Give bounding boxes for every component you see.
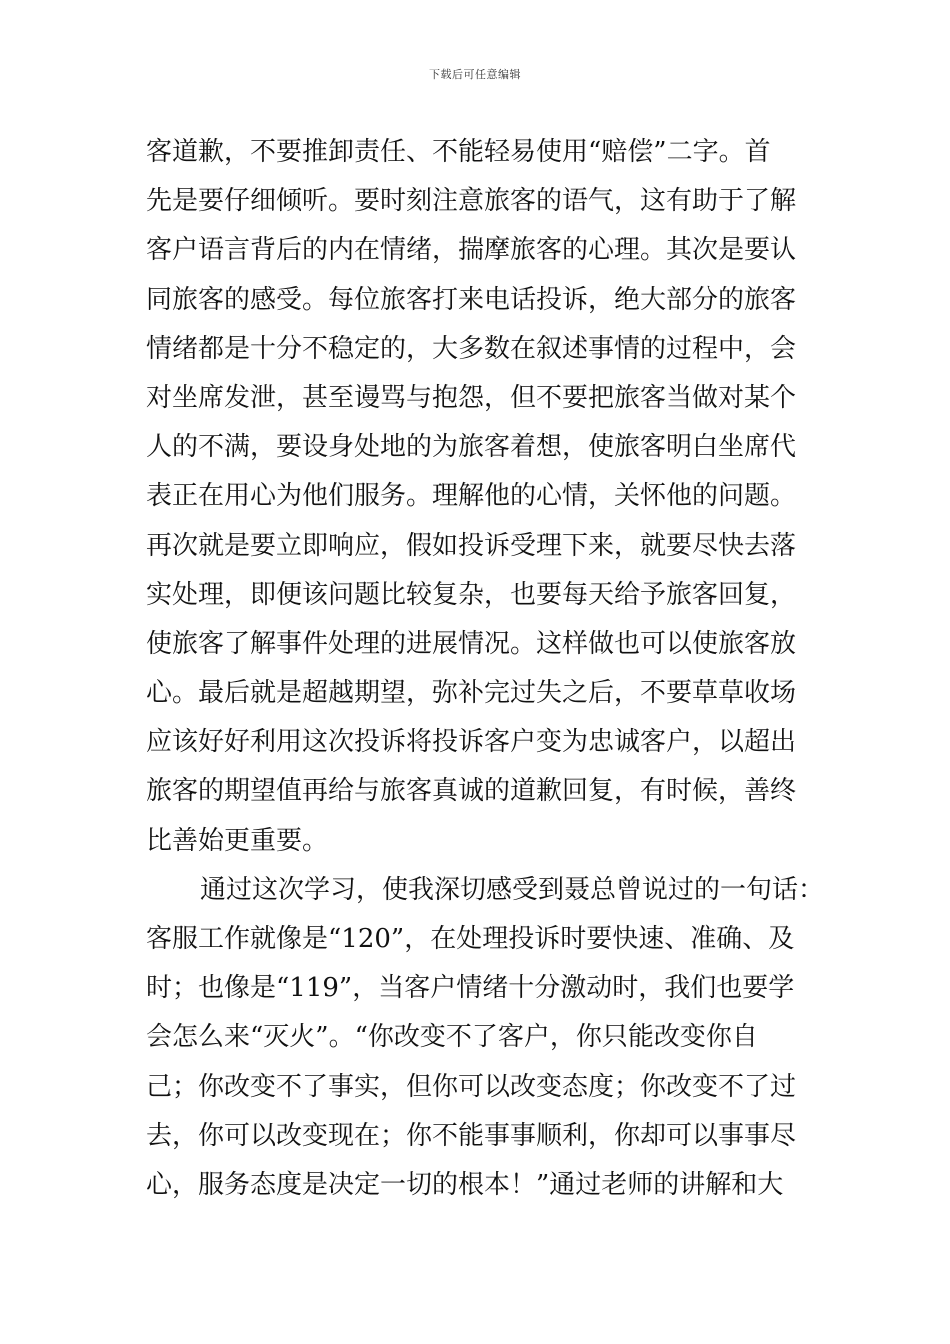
text-line: 实处理，即便该问题比较复杂，也要每天给予旅客回复， <box>146 579 797 610</box>
text-line: 应该好好利用这次投诉将投诉客户变为忠诚客户，以超出 <box>146 727 797 758</box>
text-line: 会怎么来“灭火”。“你改变不了客户，你只能改变你自 <box>146 1022 758 1053</box>
text-line: 比善始更重要。 <box>146 825 329 856</box>
text-line: 情绪都是十分不稳定的，大多数在叙述事情的过程中，会 <box>146 333 797 364</box>
text-line: 旅客的期望值再给与旅客真诚的道歉回复，有时候，善终 <box>146 776 797 807</box>
text-line: 去，你可以改变现在；你不能事事顺利，你却可以事事尽 <box>146 1120 797 1151</box>
text-line: 客道歉，不要推卸责任、不能轻易使用“赔偿”二字。首 <box>146 137 771 167</box>
text-line: 使旅客了解事件处理的进展情况。这样做也可以使旅客放 <box>146 628 797 659</box>
text-line: 心，服务态度是决定一切的根本！”通过老师的讲解和大 <box>146 1169 784 1200</box>
text-line: 先是要仔细倾听。要时刻注意旅客的语气，这有助于了解 <box>146 186 797 217</box>
text-line: 人的不满，要设身处地的为旅客着想，使旅客明白坐席代 <box>146 432 797 463</box>
text-line: 表正在用心为他们服务。理解他的心情，关怀他的问题。 <box>146 481 797 512</box>
text-line: 再次就是要立即响应，假如投诉受理下来，就要尽快去落 <box>146 530 797 561</box>
text-line: 客户语言背后的内在情绪，揣摩旅客的心理。其次是要认 <box>146 235 797 266</box>
text-line: 己；你改变不了事实，但你可以改变态度；你改变不了过 <box>146 1071 797 1102</box>
body-text <box>146 128 825 1210</box>
page-header: 下载后可任意编辑 <box>429 68 521 81</box>
text-line: 对坐席发泄，甚至谩骂与抱怨，但不要把旅客当做对某个 <box>146 382 797 413</box>
text-line: 时；也像是“119”，当客户情绪十分激动时，我们也要学 <box>146 973 795 1004</box>
text-line: 心。最后就是超越期望，弥补完过失之后，不要草草收场 <box>146 678 797 709</box>
text-line: 同旅客的感受。每位旅客打来电话投诉，绝大部分的旅客 <box>146 284 797 315</box>
text-line: 通过这次学习，使我深切感受到聂总曾说过的一句话： <box>200 874 825 905</box>
text-line: 客服工作就像是“120”，在处理投诉时要快速、准确、及 <box>146 924 795 954</box>
